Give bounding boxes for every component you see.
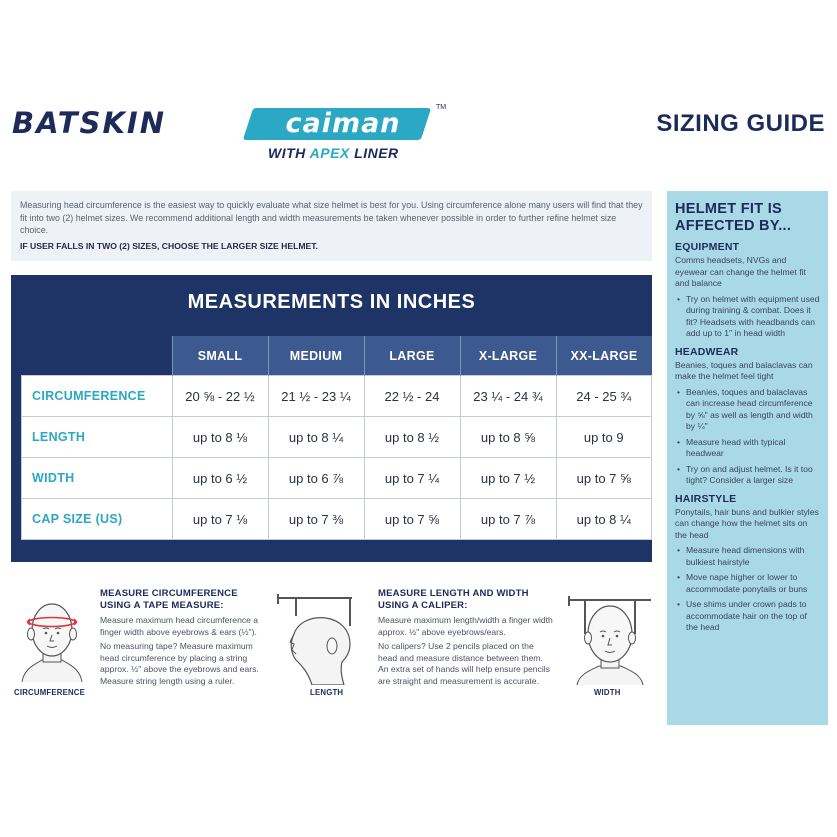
table-cell: 23 ¼ - 24 ¾ xyxy=(460,376,556,417)
sidebar-title-line1: HELMET FIT IS xyxy=(675,201,783,217)
table-cell: up to 7 ⅛ xyxy=(172,499,268,540)
table-row xyxy=(22,417,652,458)
length-width-title xyxy=(378,588,553,612)
circumference-text-p1: Measure maximum head circumference a finger width above eyebrows & ears (½"). xyxy=(100,615,259,637)
circumference-title-line2: USING A TAPE MEASURE: xyxy=(100,600,224,611)
table-cell: up to 8 ⅝ xyxy=(460,417,556,458)
fit-factors-sidebar xyxy=(667,191,828,725)
table-cell: 20 ⅝ - 22 ½ xyxy=(172,376,268,417)
intro-text: Measuring head circumference is the easiest way to quickly evaluate what size helmet is best for you. Using circumference alone many users will find that they fit into two (2) helmet sizes. We recommend additional length and width measurements be taken whenever possible in order to further refine helmet size choice. xyxy=(20,200,643,235)
subtitle-highlight: APEX xyxy=(309,145,350,161)
table-cell: up to 9 xyxy=(556,417,652,458)
circumference-instructions xyxy=(100,588,268,688)
length-caliper-icon xyxy=(272,590,362,685)
table-corner xyxy=(22,336,173,376)
width-caliper-icon xyxy=(565,590,655,685)
trademark-mark: TM xyxy=(436,104,447,111)
table-row xyxy=(22,458,652,499)
page-title: SIZING GUIDE xyxy=(656,110,825,137)
table-title: MEASUREMENTS IN INCHES xyxy=(187,291,476,313)
column-header-large: LARGE xyxy=(364,336,460,376)
list-item: • Beanies, toques and balaclavas can increase head circumference by ⅝" as well as length and width by ¼" xyxy=(675,387,820,433)
table-cell: up to 8 ¼ xyxy=(268,417,364,458)
list-item: • Try on and adjust helmet. Is it too tight? Consider a larger size xyxy=(675,464,820,487)
model-name: caiman xyxy=(285,108,401,139)
brand-subtitle xyxy=(268,145,399,161)
equipment-list xyxy=(675,294,820,340)
table-cell: up to 6 ½ xyxy=(172,458,268,499)
row-label-cap-size: CAP SIZE (US) xyxy=(22,499,173,540)
table-cell: 22 ½ - 24 xyxy=(364,376,460,417)
circumference-title xyxy=(100,588,268,612)
row-label-length: LENGTH xyxy=(22,417,173,458)
equipment-heading: EQUIPMENT xyxy=(675,241,740,253)
brand-name: BATSKIN xyxy=(12,106,166,140)
list-item: • Measure head with typical headwear xyxy=(675,437,820,460)
circumference-title-line1: MEASURE CIRCUMFERENCE xyxy=(100,588,238,599)
list-item: • Try on helmet with equipment used during training & combat. Does it fit? Headsets with headbands can add up to 1" in head width xyxy=(675,294,820,340)
width-caption: WIDTH xyxy=(594,688,621,697)
size-table xyxy=(21,336,652,540)
row-label-circumference: CIRCUMFERENCE xyxy=(22,376,173,417)
column-header-xlarge: X-LARGE xyxy=(460,336,556,376)
table-cell: up to 8 ⅛ xyxy=(172,417,268,458)
intro-warning: IF USER FALLS IN TWO (2) SIZES, CHOOSE THE LARGER SIZE HELMET. xyxy=(20,240,318,251)
length-width-instructions xyxy=(378,588,553,688)
table-header-row xyxy=(22,336,652,376)
table-cell: up to 7 ⅞ xyxy=(460,499,556,540)
table-cell: up to 6 ⅞ xyxy=(268,458,364,499)
table-cell: up to 7 ⅝ xyxy=(364,499,460,540)
circumference-text-p2: No measuring tape? Measure maximum head circumference by placing a string approx. ½" above the eyebrows and ears. Measure string length using a ruler. xyxy=(100,641,259,686)
column-header-xxlarge: XX-LARGE xyxy=(556,336,652,376)
circumference-head-icon xyxy=(12,598,92,682)
list-item: • Move nape higher or lower to accommodate ponytails or buns xyxy=(675,572,820,595)
table-row xyxy=(22,376,652,417)
measurements-panel xyxy=(11,275,652,562)
table-row xyxy=(22,499,652,540)
circumference-caption: CIRCUMFERENCE xyxy=(14,688,86,697)
hairstyle-text: Ponytails, hair buns and bulkier styles can change how the helmet sits on the head xyxy=(675,506,819,540)
length-width-text xyxy=(378,615,553,688)
row-label-width: WIDTH xyxy=(22,458,173,499)
table-cell: up to 8 ¼ xyxy=(556,499,652,540)
subtitle-prefix: WITH xyxy=(268,145,310,161)
sidebar-title-line2: AFFECTED BY... xyxy=(675,218,792,234)
equipment-text: Comms headsets, NVGs and eyewear can change the helmet fit and balance xyxy=(675,255,806,288)
headwear-heading: HEADWEAR xyxy=(675,345,739,358)
column-header-medium: MEDIUM xyxy=(268,336,364,376)
table-cell: up to 7 ⅜ xyxy=(268,499,364,540)
subtitle-suffix: LINER xyxy=(349,145,399,161)
table-cell: up to 7 ¼ xyxy=(364,458,460,499)
length-caption: LENGTH xyxy=(310,688,344,697)
table-cell: up to 7 ⅝ xyxy=(556,458,652,499)
hairstyle-heading: HAIRSTYLE xyxy=(675,492,737,505)
hairstyle-list xyxy=(675,545,820,634)
length-width-title-line2: USING A CALIPER: xyxy=(378,600,468,611)
headwear-list xyxy=(675,387,820,487)
sidebar-title xyxy=(675,201,820,235)
brand-logo xyxy=(12,104,447,162)
length-width-title-line1: MEASURE LENGTH AND WIDTH xyxy=(378,588,529,599)
table-cell: 21 ½ - 23 ¼ xyxy=(268,376,364,417)
list-item: • Use shims under crown pads to accommodate hair on the top of the head xyxy=(675,599,820,634)
table-cell: 24 - 25 ¾ xyxy=(556,376,652,417)
table-cell: up to 8 ½ xyxy=(364,417,460,458)
list-item: • Measure head dimensions with bulkiest hairstyle xyxy=(675,545,820,568)
length-width-text-p2: No calipers? Use 2 pencils placed on the head and measure distance between them. An extra set of hands will help ensure pencils are straight and measurement is accurate. xyxy=(378,641,550,686)
circumference-text xyxy=(100,615,268,688)
intro-box xyxy=(11,191,652,261)
length-width-text-p1: Measure maximum length/width a finger width approx. ½" above eyebrows/ears. xyxy=(378,615,553,637)
column-header-small: SMALL xyxy=(172,336,268,376)
headwear-text: Beanies, toques and balaclavas can make the helmet feel tight xyxy=(675,359,813,381)
table-cell: up to 7 ½ xyxy=(460,458,556,499)
